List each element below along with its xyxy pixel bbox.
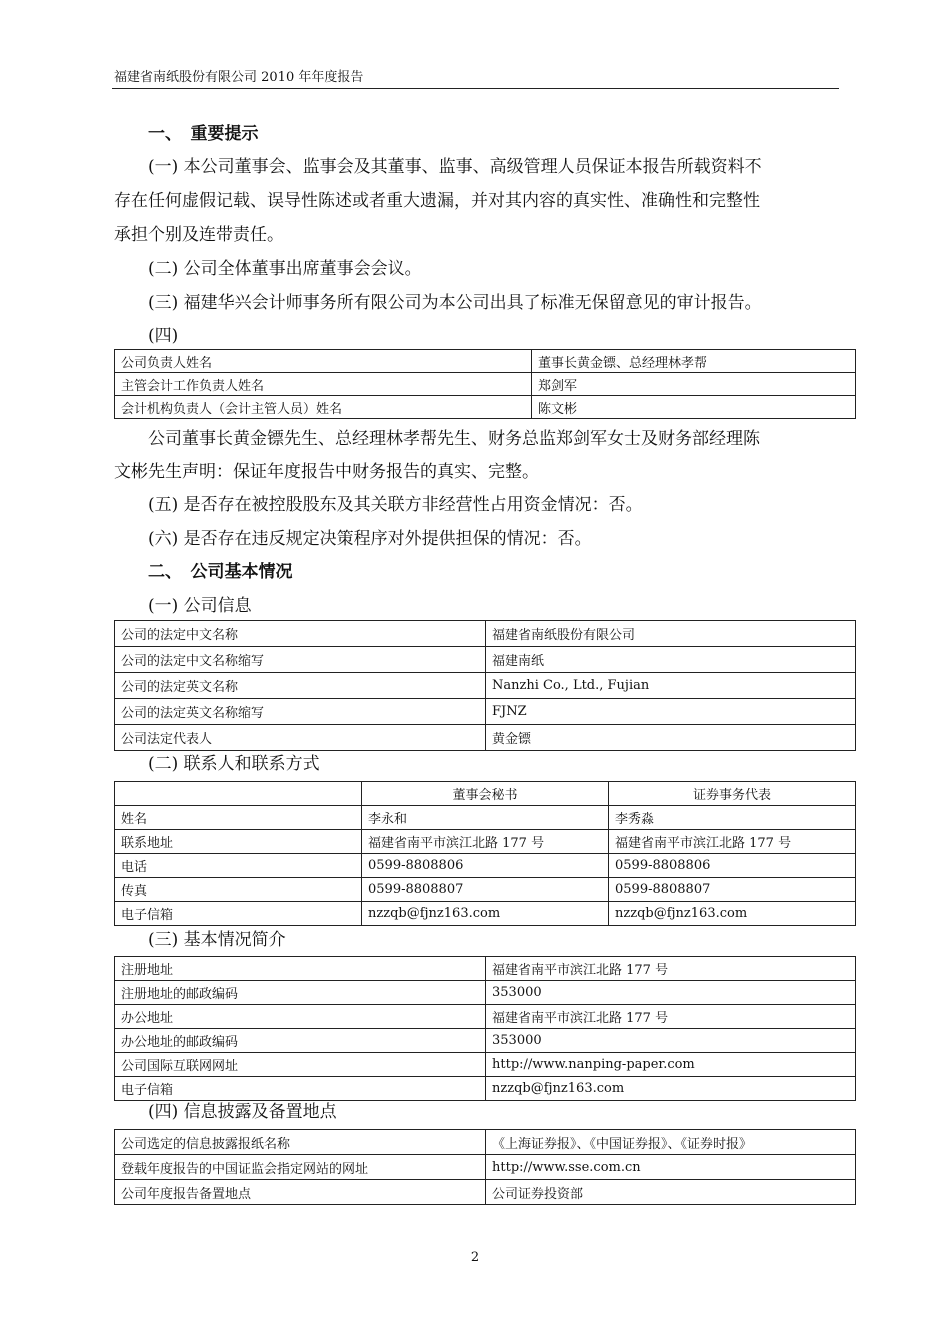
table-cell: http://www.sse.com.cn bbox=[486, 1155, 856, 1180]
table-cell: 联系地址 bbox=[115, 830, 362, 854]
company-info-table bbox=[114, 620, 856, 751]
paragraph-board-attendance: (二) 公司全体董事出席董事会会议。 bbox=[148, 259, 422, 279]
table-cell: 《上海证券报》、《中国证券报》、《证券时报》 bbox=[486, 1130, 856, 1155]
table-cell: 0599-8808806 bbox=[609, 854, 856, 878]
table-cell: 公司的法定英文名称 bbox=[115, 673, 486, 699]
table-cell: 传真 bbox=[115, 878, 362, 902]
table-cell: 陈文彬 bbox=[532, 396, 856, 419]
table-header-cell: 董事会秘书 bbox=[362, 782, 609, 806]
table-row bbox=[115, 699, 856, 725]
table-cell: 公司负责人姓名 bbox=[115, 350, 532, 373]
responsible-persons-table bbox=[114, 349, 856, 419]
table-cell: 福建省南平市滨江北路 177 号 bbox=[362, 830, 609, 854]
table-cell: 姓名 bbox=[115, 806, 362, 830]
paragraph-four-label: (四) bbox=[148, 326, 179, 346]
table-cell: 公司国际互联网网址 bbox=[115, 1053, 486, 1077]
table-cell: 会计机构负责人（会计主管人员）姓名 bbox=[115, 396, 532, 419]
table-row bbox=[115, 647, 856, 673]
table-row bbox=[115, 673, 856, 699]
table-row bbox=[115, 1155, 856, 1180]
table-row bbox=[115, 806, 856, 830]
table-header-row bbox=[115, 782, 856, 806]
table-row bbox=[115, 878, 856, 902]
table-row bbox=[115, 373, 856, 396]
table-row bbox=[115, 1077, 856, 1101]
section-heading-important-notice: 一、 重要提示 bbox=[148, 124, 259, 144]
table-cell: 黄金镖 bbox=[486, 725, 856, 751]
table-cell: 公司选定的信息披露报纸名称 bbox=[115, 1130, 486, 1155]
paragraph-guarantee-violation: (六) 是否存在违反规定决策程序对外提供担保的情况：否。 bbox=[148, 529, 592, 549]
table-row bbox=[115, 1053, 856, 1077]
table-row bbox=[115, 854, 856, 878]
table-cell: 电话 bbox=[115, 854, 362, 878]
statement-line-1: 公司董事长黄金镖先生、总经理林孝帮先生、财务总监郑剑军女士及财务部经理陈 bbox=[148, 429, 760, 449]
page-number: 2 bbox=[470, 1250, 480, 1265]
table-row bbox=[115, 981, 856, 1005]
table-cell: 郑剑军 bbox=[532, 373, 856, 396]
statement-line-2: 文彬先生声明：保证年度报告中财务报告的真实、完整。 bbox=[114, 462, 539, 482]
paragraph-audit-opinion: (三) 福建华兴会计师事务所有限公司为本公司出具了标准无保留意见的审计报告。 bbox=[148, 293, 762, 313]
table-cell: nzzqb@fjnz163.com bbox=[362, 902, 609, 926]
table-cell: 办公地址 bbox=[115, 1005, 486, 1029]
table-cell: 公司年度报告备置地点 bbox=[115, 1180, 486, 1205]
table-header-cell bbox=[115, 782, 362, 806]
table-cell: 登载年度报告的中国证监会指定网站的网址 bbox=[115, 1155, 486, 1180]
table-row bbox=[115, 396, 856, 419]
table-cell: 福建省南平市滨江北路 177 号 bbox=[486, 957, 856, 981]
table-cell: 注册地址 bbox=[115, 957, 486, 981]
table-row bbox=[115, 1180, 856, 1205]
table-cell: 注册地址的邮政编码 bbox=[115, 981, 486, 1005]
table-cell: 福建南纸 bbox=[486, 647, 856, 673]
disclosure-table bbox=[114, 1129, 856, 1205]
table-row bbox=[115, 830, 856, 854]
table-row bbox=[115, 1005, 856, 1029]
table-row bbox=[115, 1029, 856, 1053]
table-cell: 李秀淼 bbox=[609, 806, 856, 830]
paragraph-guarantee-line-2: 存在任何虚假记载、误导性陈述或者重大遗漏，并对其内容的真实性、准确性和完整性 bbox=[114, 191, 760, 211]
table-cell: 公司的法定英文名称缩写 bbox=[115, 699, 486, 725]
table-cell: FJNZ bbox=[486, 699, 856, 725]
table-cell: 电子信箱 bbox=[115, 1077, 486, 1101]
paragraph-guarantee-line-3: 承担个别及连带责任。 bbox=[114, 225, 284, 245]
report-header-title: 福建省南纸股份有限公司 2010 年年度报告 bbox=[114, 70, 364, 85]
table-cell: 0599-8808807 bbox=[362, 878, 609, 902]
table-cell: 公司法定代表人 bbox=[115, 725, 486, 751]
table-cell: Nanzhi Co., Ltd., Fujian bbox=[486, 673, 856, 699]
table-cell: nzzqb@fjnz163.com bbox=[486, 1077, 856, 1101]
basic-info-table bbox=[114, 956, 856, 1101]
table-cell: 0599-8808807 bbox=[609, 878, 856, 902]
subsection-company-info: (一) 公司信息 bbox=[148, 596, 252, 616]
table-cell: 353000 bbox=[486, 981, 856, 1005]
paragraph-fund-occupation: (五) 是否存在被控股股东及其关联方非经营性占用资金情况：否。 bbox=[148, 495, 643, 515]
table-cell: 李永和 bbox=[362, 806, 609, 830]
table-cell: 福建省南纸股份有限公司 bbox=[486, 621, 856, 647]
table-cell: 主管会计工作负责人姓名 bbox=[115, 373, 532, 396]
table-cell: 353000 bbox=[486, 1029, 856, 1053]
subsection-basic-info: (三) 基本情况简介 bbox=[148, 930, 286, 950]
table-cell: 办公地址的邮政编码 bbox=[115, 1029, 486, 1053]
table-cell: nzzqb@fjnz163.com bbox=[609, 902, 856, 926]
table-cell: 0599-8808806 bbox=[362, 854, 609, 878]
table-row bbox=[115, 957, 856, 981]
table-row bbox=[115, 902, 856, 926]
contacts-table bbox=[114, 781, 856, 926]
header-rule bbox=[112, 88, 839, 89]
table-row bbox=[115, 350, 856, 373]
subsection-disclosure: (四) 信息披露及备置地点 bbox=[148, 1102, 337, 1122]
section-heading-company-basics: 二、 公司基本情况 bbox=[148, 562, 293, 582]
table-cell: 公司证券投资部 bbox=[486, 1180, 856, 1205]
paragraph-guarantee-line-1: (一) 本公司董事会、监事会及其董事、监事、高级管理人员保证本报告所载资料不 bbox=[148, 157, 762, 177]
table-row bbox=[115, 621, 856, 647]
table-cell: http://www.nanping-paper.com bbox=[486, 1053, 856, 1077]
table-cell: 电子信箱 bbox=[115, 902, 362, 926]
table-row bbox=[115, 725, 856, 751]
table-cell: 公司的法定中文名称 bbox=[115, 621, 486, 647]
table-cell: 福建省南平市滨江北路 177 号 bbox=[486, 1005, 856, 1029]
table-cell: 董事长黄金镖、总经理林孝帮 bbox=[532, 350, 856, 373]
subsection-contacts: (二) 联系人和联系方式 bbox=[148, 754, 320, 774]
table-cell: 福建省南平市滨江北路 177 号 bbox=[609, 830, 856, 854]
table-row bbox=[115, 1130, 856, 1155]
table-cell: 公司的法定中文名称缩写 bbox=[115, 647, 486, 673]
table-header-cell: 证券事务代表 bbox=[609, 782, 856, 806]
